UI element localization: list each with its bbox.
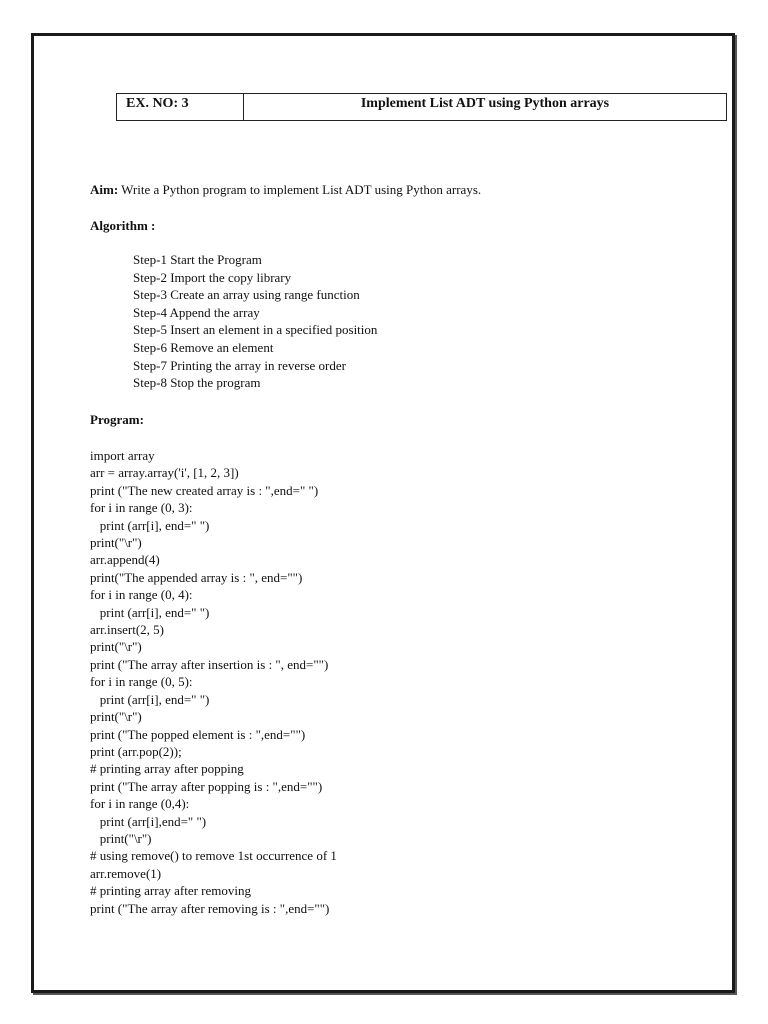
code-line: for i in range (0, 4): <box>90 587 193 603</box>
aim-text: Write a Python program to implement List ADT using Python arrays. <box>118 182 482 197</box>
code-line: print (arr[i], end=" ") <box>90 604 210 620</box>
algorithm-step: Step-7 Printing the array in reverse order <box>133 357 346 373</box>
exercise-number: EX. NO: 3 <box>117 94 244 120</box>
code-line: import array <box>90 448 155 463</box>
program-heading: Program: <box>90 412 144 427</box>
aim-paragraph <box>90 181 481 199</box>
exercise-header-table <box>116 93 727 121</box>
algorithm-step: Step-8 Stop the program <box>133 375 261 391</box>
code-line: for i in range (0, 5): <box>90 674 193 690</box>
code-line: print ("The popped element is : ",end="") <box>90 726 306 742</box>
code-line: print ("The array after insertion is : ", end="") <box>90 656 329 672</box>
code-line: arr.append(4) <box>90 552 160 568</box>
code-line: print (arr[i],end=" ") <box>90 813 207 829</box>
code-line: print("The appended array is : ", end="") <box>90 569 303 585</box>
algorithm-steps <box>133 251 377 392</box>
code-line: arr = array.array('i', [1, 2, 3]) <box>90 465 239 481</box>
algorithm-step: Step-1 Start the Program <box>133 252 262 267</box>
code-line: # printing array after popping <box>90 761 244 777</box>
code-line: print ("The array after popping is : ",end="") <box>90 778 323 794</box>
code-line: print (arr[i], end=" ") <box>90 517 210 533</box>
code-line: print("\r") <box>90 709 142 725</box>
algorithm-step: Step-6 Remove an element <box>133 339 274 355</box>
code-line: print("\r") <box>90 830 152 846</box>
code-line: arr.insert(2, 5) <box>90 622 165 638</box>
algorithm-heading: Algorithm : <box>90 218 156 233</box>
code-line: arr.remove(1) <box>90 865 162 881</box>
algorithm-step: Step-2 Import the copy library <box>133 269 292 285</box>
code-line: for i in range (0, 3): <box>90 500 193 516</box>
code-line: print (arr[i], end=" ") <box>90 691 210 707</box>
algorithm-step: Step-5 Insert an element in a specified position <box>133 322 378 338</box>
algorithm-step: Step-4 Append the array <box>133 304 260 320</box>
code-line: # printing array after removing <box>90 883 251 899</box>
code-line: print("\r") <box>90 639 142 655</box>
code-line: print("\r") <box>90 535 142 551</box>
code-line: print (arr.pop(2)); <box>90 743 182 759</box>
code-line: # using remove() to remove 1st occurrence of 1 <box>90 848 337 864</box>
exercise-title: Implement List ADT using Python arrays <box>360 96 610 111</box>
code-line: print ("The new created array is : ",end=" ") <box>90 482 319 498</box>
code-line: for i in range (0,4): <box>90 796 190 812</box>
code-line: print ("The array after removing is : ",end="") <box>90 900 330 916</box>
aim-label: Aim: <box>90 182 119 197</box>
algorithm-step: Step-3 Create an array using range function <box>133 287 360 303</box>
program-code <box>90 447 337 917</box>
